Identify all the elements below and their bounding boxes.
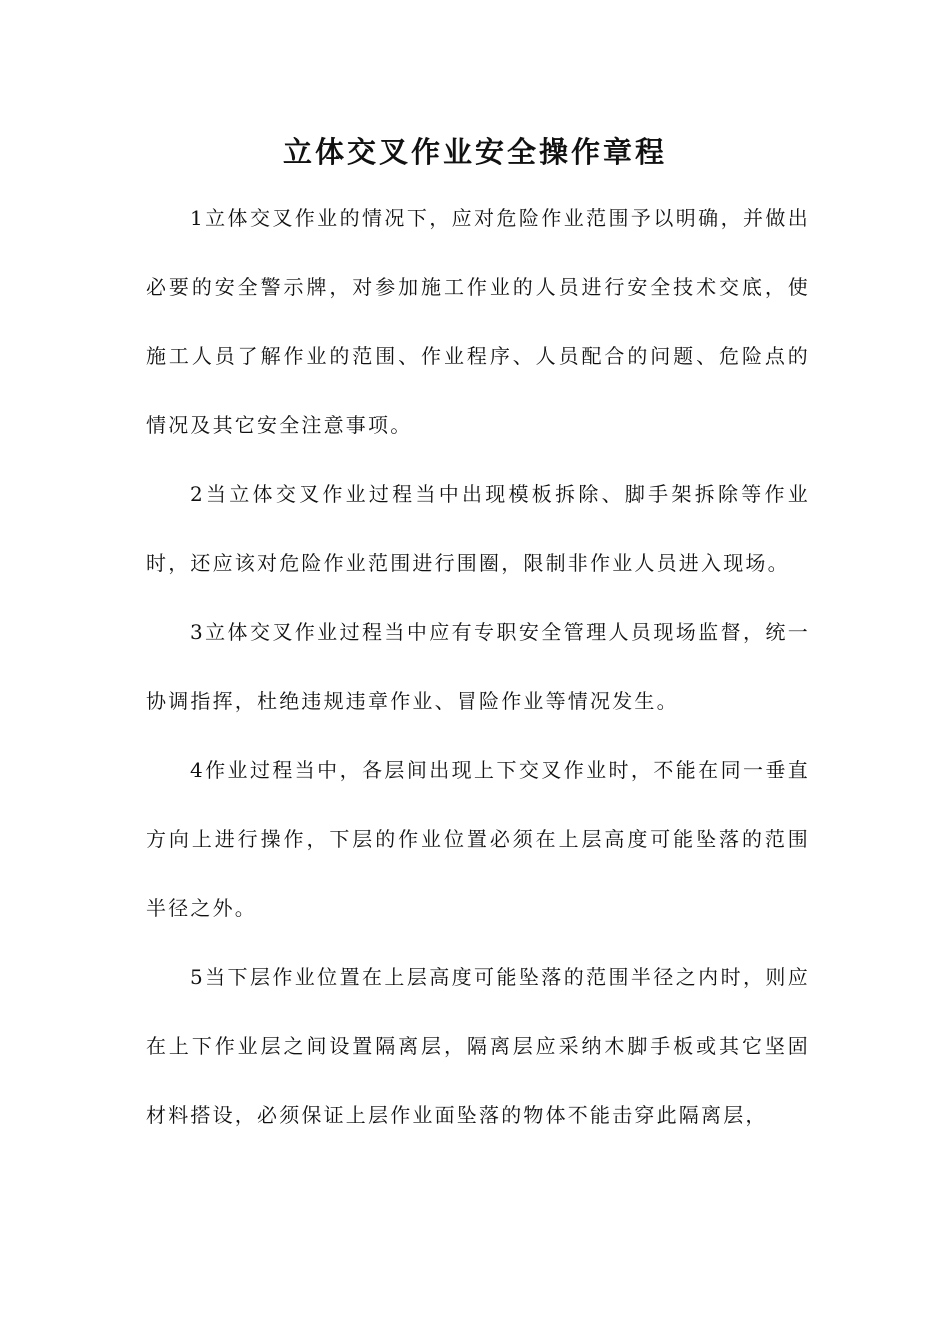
paragraph-4: 4作业过程当中，各层间出现上下交叉作业时，不能在同一垂直方向上进行操作，下层的作业位置必须在上层高度可能坠落的范围半径之外。: [146, 758, 810, 920]
paragraph-1: 1立体交叉作业的情况下，应对危险作业范围予以明确，并做出必要的安全警示牌，对参加施工作业的人员进行安全技术交底，使施工人员了解作业的范围、作业程序、人员配合的问题、危险点的情况及其它安全注意事项。: [146, 206, 810, 437]
document-body: [146, 184, 810, 1150]
paragraph-2: 2当立体交叉作业过程当中出现模板拆除、脚手架拆除等作业时，还应该对危险作业范围进行围圈，限制非作业人员进入现场。: [146, 482, 810, 575]
paragraph-3: 3立体交叉作业过程当中应有专职安全管理人员现场监督，统一协调指挥，杜绝违规违章作业、冒险作业等情况发生。: [146, 620, 810, 713]
document-title: 立体交叉作业安全操作章程: [282, 135, 667, 169]
paragraph-5: 5当下层作业位置在上层高度可能坠落的范围半径之内时，则应在上下作业层之间设置隔离层，隔离层应采纳木脚手板或其它坚固材料搭设，必须保证上层作业面坠落的物体不能击穿此隔离层，: [146, 965, 810, 1127]
